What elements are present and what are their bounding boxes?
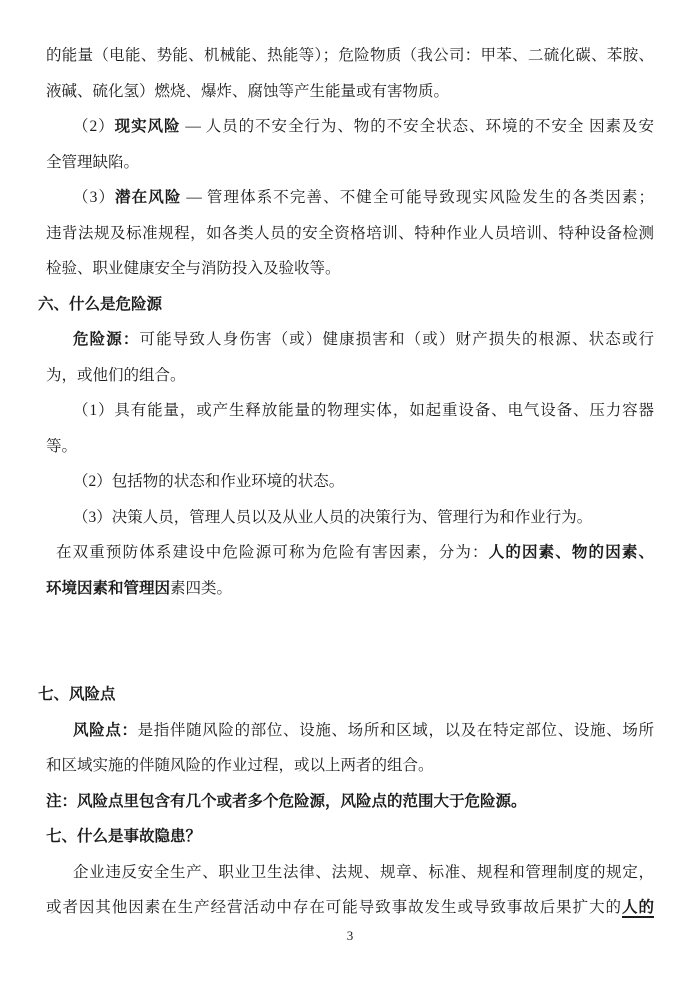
text-run: （2）包括物的状态和作业环境的状态。 <box>73 473 345 490</box>
text-run: 是指伴随风险的部位、设施、场所和区域，以及在特定部位、设施、场所 <box>137 721 654 739</box>
text-line <box>46 38 654 74</box>
text-run: 企业违反安全生产、职业卫生法律、法规、规章、标准、规程和管理制度的规定， <box>73 863 654 881</box>
text-run: （3）决策人员，管理人员以及从业人员的决策行为、管理行为和作业行为。 <box>73 508 593 526</box>
text-line <box>46 251 654 287</box>
text-run: 现实风险 <box>114 118 181 135</box>
text-line <box>46 393 654 429</box>
text-run: 素四类。 <box>170 579 233 597</box>
document-body <box>38 38 654 926</box>
text-run: 危险源： <box>73 331 140 348</box>
text-run: 七、什么是事故隐患？ <box>46 828 202 845</box>
text-run: 违背法规及标准规程，如各类人员的安全资格培训、特种作业人员培训、特种设备检测 <box>46 224 654 242</box>
text-line <box>46 109 654 145</box>
text-line <box>46 890 654 926</box>
text-run: 人的 <box>622 899 654 916</box>
text-run: 检验、职业健康安全与消防投入及验收等。 <box>46 260 341 277</box>
text-run: 风险点： <box>73 721 138 739</box>
text-run: 为，或他们的组合。 <box>46 366 186 384</box>
text-line <box>46 713 654 749</box>
blank-line <box>46 606 654 642</box>
text-run: 人的因素、物的因素、 <box>488 544 654 561</box>
text-run: 液碱、硫化氢）燃烧、爆炸、腐蚀等产生能量或有害物质。 <box>46 82 450 100</box>
text-line <box>46 145 654 181</box>
text-run: 潜在风险 <box>115 189 182 206</box>
text-run: 等。 <box>46 437 78 455</box>
text-run: 的能量（电能、势能、机械能、热能等）；危险物质（我公司：甲苯、二硫化碳、苯胺、 <box>46 47 654 64</box>
text-line <box>46 535 654 571</box>
text-line <box>46 571 654 607</box>
text-line <box>46 358 654 394</box>
blank-line <box>46 642 654 678</box>
text-line <box>46 784 654 820</box>
text-run: 环境因素和管理因 <box>46 579 171 597</box>
text-line <box>46 748 654 784</box>
text-line <box>46 500 654 536</box>
text-run: 七、风险点 <box>38 686 116 703</box>
text-run: 六、什么是危险源 <box>38 295 163 313</box>
text-run: 可能导致人身伤害（或）健康损害和（或）财产损失的根源、状态或行 <box>139 331 654 348</box>
text-run: 或者因其他因素在生产经营活动中存在可能导致事故发生或导致事故后果扩大的 <box>46 899 623 916</box>
text-run: 和区域实施的伴随风险的作业过程，或以上两者的组合。 <box>46 757 434 774</box>
text-run: 在双重预防体系建设中危险源可称为危险有害因素，分为： <box>56 544 489 561</box>
text-line <box>46 180 654 216</box>
section-heading <box>38 677 654 713</box>
text-run: — 人员的不安全行为、物的不安全状态、环境的不安全 因素及安 <box>180 118 654 135</box>
text-line <box>46 322 654 358</box>
text-run: （3） <box>73 189 116 206</box>
text-run: （2） <box>73 118 115 135</box>
text-line <box>46 464 654 500</box>
text-line <box>46 855 654 891</box>
text-line <box>46 216 654 252</box>
text-run: 全管理缺陷。 <box>46 153 140 171</box>
text-run: — 管理体系不完善、不健全可能导致现实风险发生的各类因素； <box>181 189 654 206</box>
section-heading <box>46 819 654 855</box>
text-line <box>46 429 654 465</box>
text-run: 注：风险点里包含有几个或者多个危险源，风险点的范围大于危险源。 <box>46 792 527 810</box>
text-run: （1）具有能量，或产生释放能量的物理实体，如起重设备、电气设备、压力容器 <box>73 402 654 419</box>
text-line <box>46 74 654 110</box>
section-heading <box>38 287 654 323</box>
page-number: 3 <box>346 927 354 943</box>
